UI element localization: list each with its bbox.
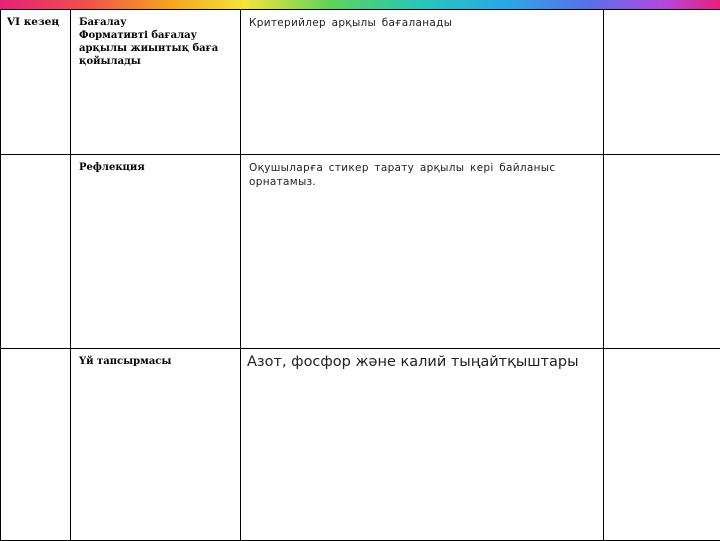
lesson-plan-table bbox=[0, 9, 720, 541]
table-row bbox=[1, 349, 720, 541]
stage-label: VI кезең bbox=[1, 10, 70, 28]
phase-cell bbox=[71, 10, 241, 155]
notes-cell bbox=[604, 10, 720, 155]
stage-label bbox=[1, 349, 70, 355]
stage-label bbox=[1, 155, 70, 161]
phase-title: Үй тапсырмасы bbox=[71, 349, 240, 368]
stage-cell bbox=[1, 155, 71, 349]
phase-title: Бағалау bbox=[71, 10, 240, 29]
table-row bbox=[1, 10, 720, 155]
method-text: Оқушыларға стикер тарату арқылы кері байланыс орнатамыз. bbox=[241, 155, 603, 189]
phase-detail: Формативті бағалау арқылы жиынтық баға қойылады bbox=[71, 29, 240, 68]
method-cell bbox=[241, 155, 604, 349]
method-cell bbox=[241, 349, 604, 541]
notes-cell bbox=[604, 155, 720, 349]
table-row bbox=[1, 155, 720, 349]
decorative-rainbow-stripe bbox=[0, 0, 720, 9]
notes-cell bbox=[604, 349, 720, 541]
phase-cell bbox=[71, 349, 241, 541]
method-text: Критерийлер арқылы бағаланады bbox=[241, 10, 603, 30]
phase-title: Рефлекция bbox=[71, 155, 240, 174]
stage-cell bbox=[1, 10, 71, 155]
method-cell bbox=[241, 10, 604, 155]
stage-cell bbox=[1, 349, 71, 541]
phase-cell bbox=[71, 155, 241, 349]
method-text: Азот, фосфор және калий тыңайтқыштары bbox=[241, 349, 603, 371]
